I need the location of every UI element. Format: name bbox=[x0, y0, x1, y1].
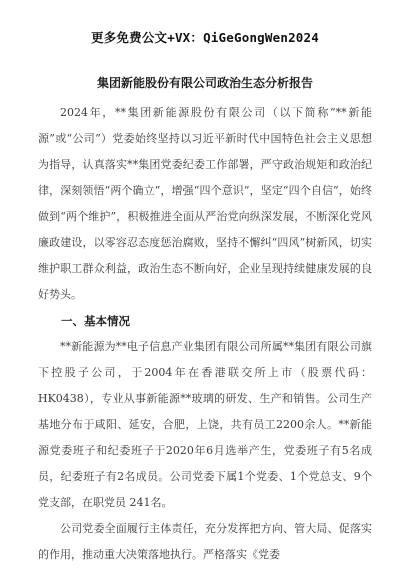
party-committee-paragraph: 公司党委全面履行主体责任，充分发挥把方向、管大局、促落实的作用，推动重大决策落地执行。严格落实《党委 bbox=[38, 522, 372, 561]
basic-info-paragraph: **新能源为**电子信息产业集团有限公司所属**集团有限公司旗下控股子公司，于2004年在香港联交所上市（股票代码：HK0438），专业从事新能源**玻璃的研发、生产和销售。公司生产基地分布于咸阳、延安，合肥，上饶，共有员工2200余人。**新能源党委班子和纪委班子于2020年6月选举产生，党委班子有5名成员，纪委班子有2名成员。公司党委下属1个党委、1个党总支、9个党支部，在职党员 241名。 bbox=[38, 340, 372, 509]
document-title: 集团新能股份有限公司政治生态分析报告 bbox=[96, 76, 313, 90]
intro-paragraph: 2024年，**集团新能源股份有限公司（以下简称“**新能源”或“公司”）党委始终坚持以习近平新时代中国特色社会主义思想为指导，认真落实**集团党委纪委工作部署，严守政治规矩和政治纪律，深刻领悟“两个确立”，增强“四个意识”，坚定“四个自信”，始终做到“两个维护”，积极推进全面从严治党向纵深发展，不断深化党风廉政建设，以零容忍态度惩治腐败，坚持不懈纠“四风”树新风，切实维护职工群众利益，政治生态不断向好，企业呈现持续健康发展的良好势头。 bbox=[38, 106, 372, 301]
promo-banner: 更多免费公文+VX：QiGeGongWen2024 bbox=[91, 30, 319, 45]
section-heading-basic-info: 一、基本情况 bbox=[61, 314, 130, 328]
